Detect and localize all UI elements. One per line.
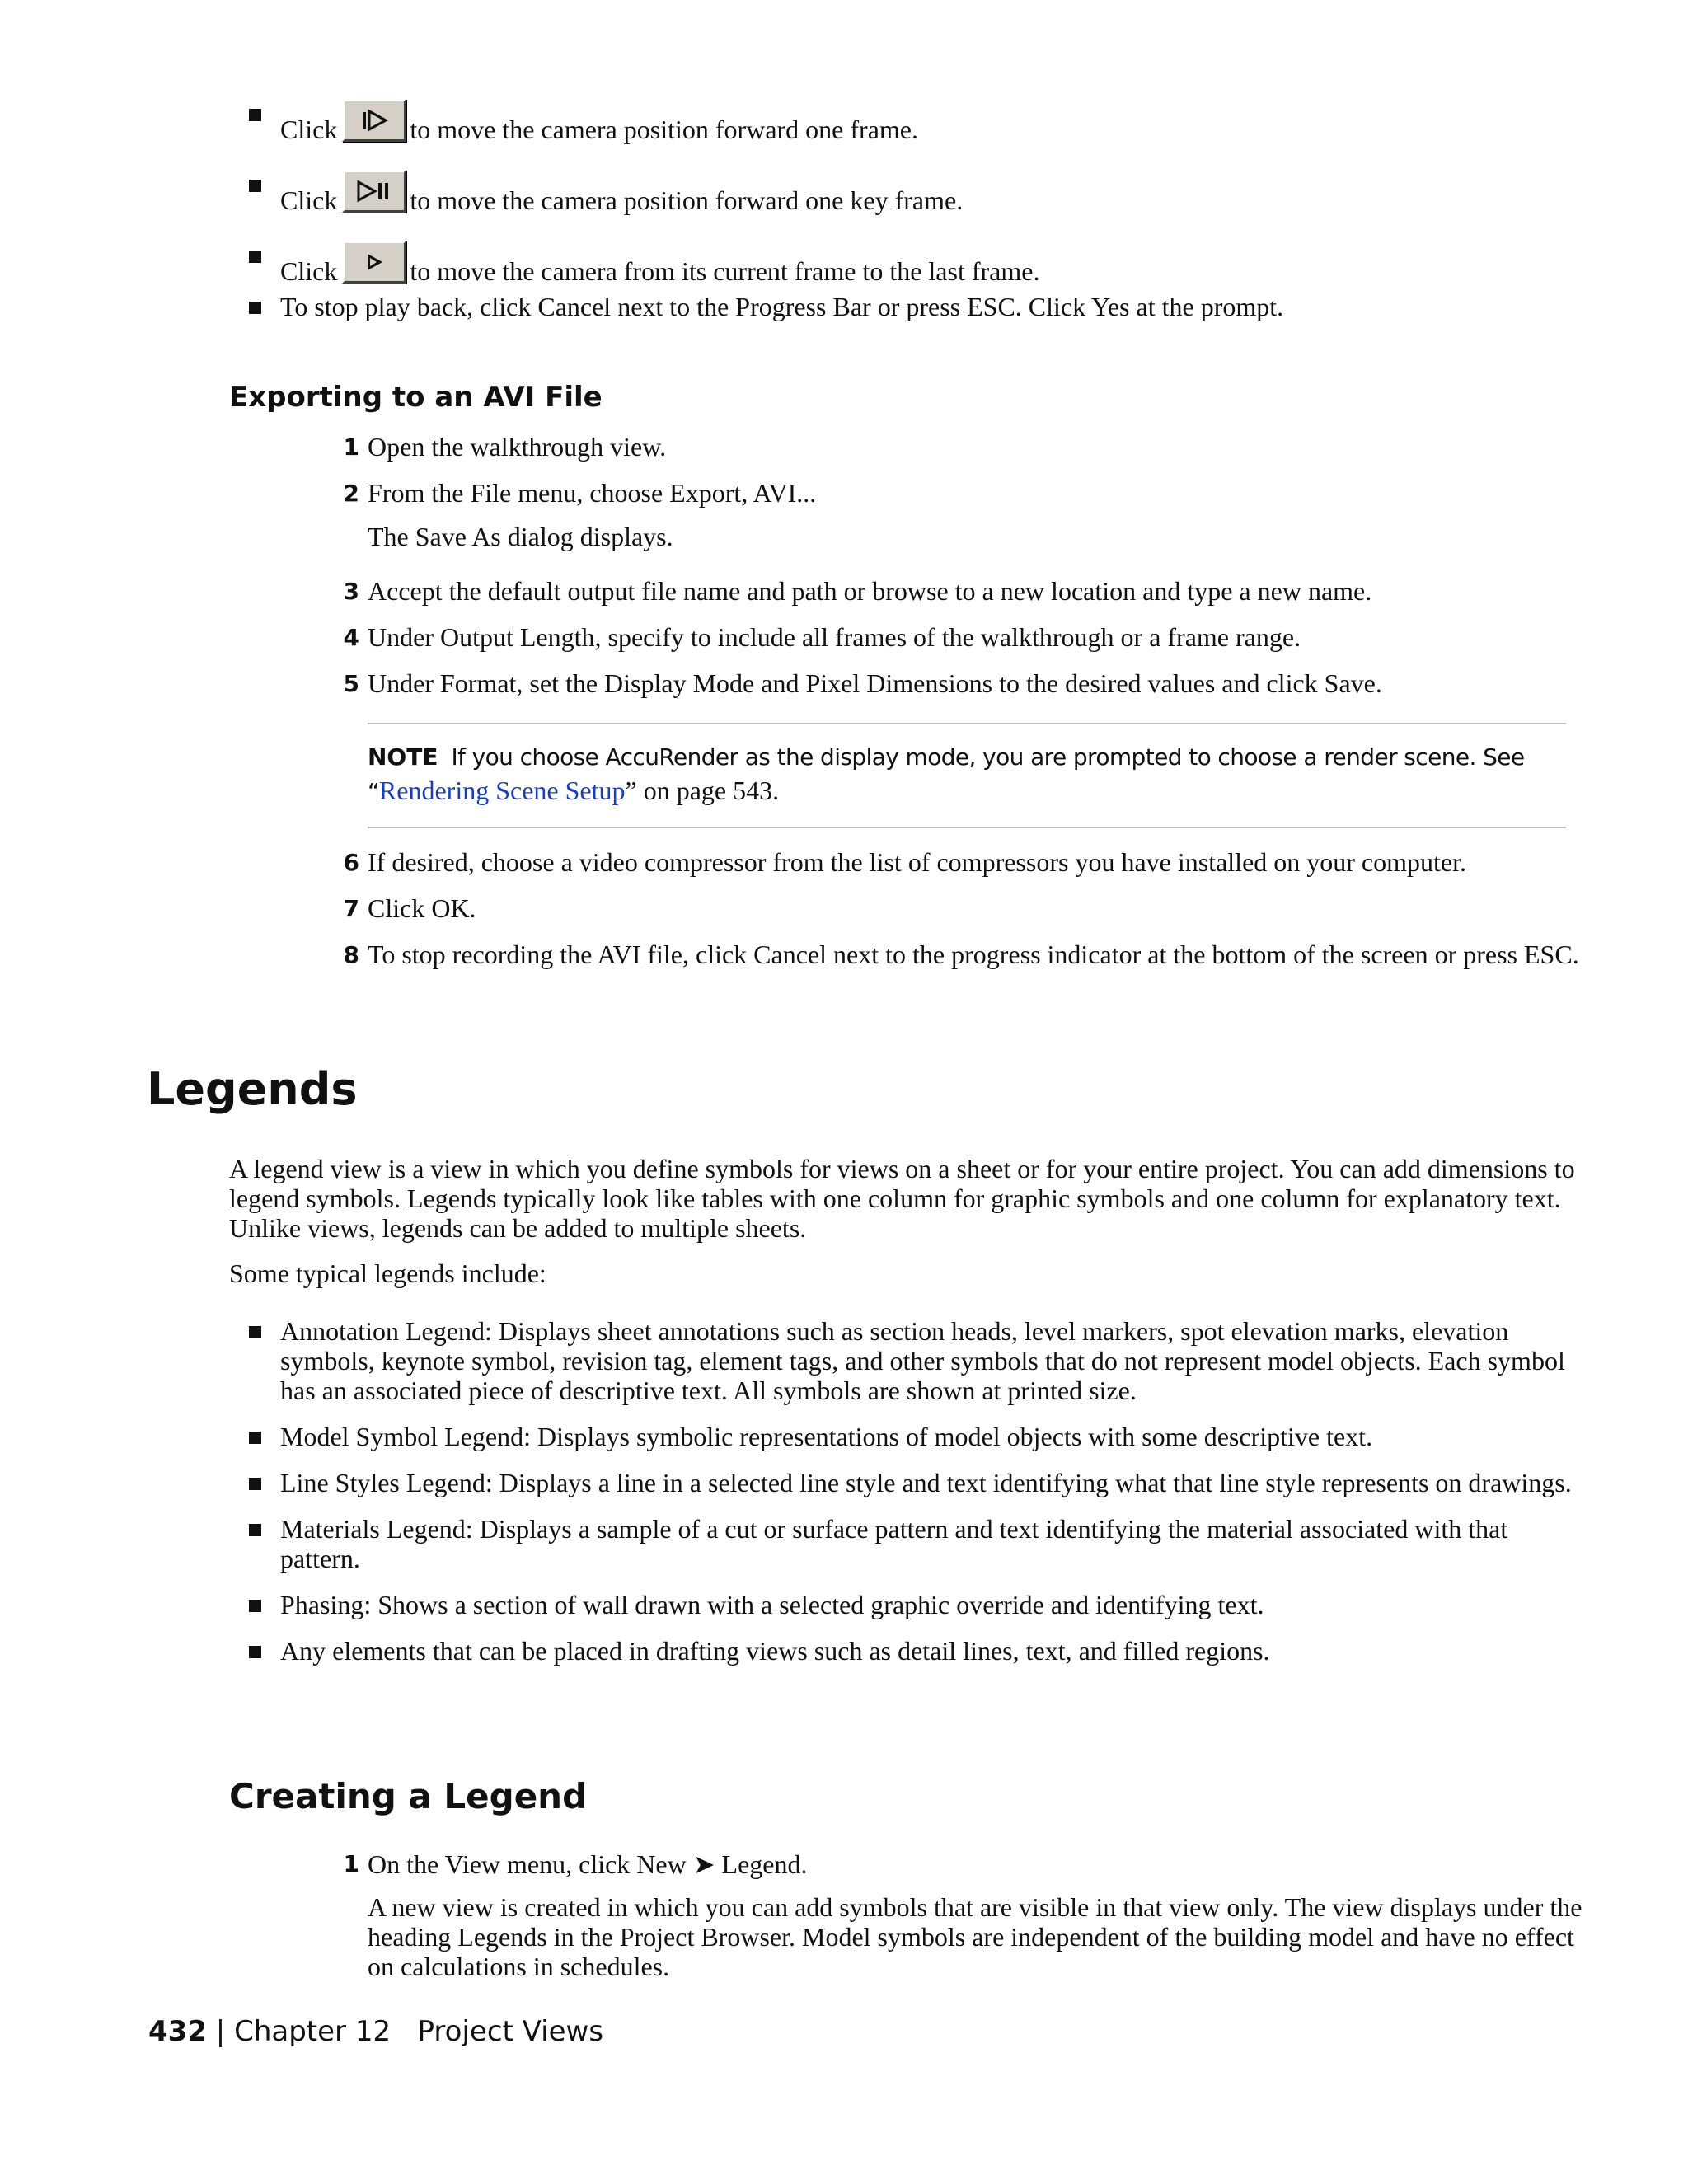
- step-item: [338, 622, 1591, 653]
- note-label: NOTE: [368, 743, 438, 771]
- step-item: [338, 893, 1591, 924]
- page-title-legends: Legends: [147, 1063, 358, 1115]
- bullet-prefix: Click: [280, 115, 338, 144]
- bullet-prefix: Click: [280, 185, 338, 215]
- note-text: If you choose AccuRender as the display mode, you are prompted to choose a render scene. See “: [368, 743, 1525, 805]
- rendering-scene-setup-link[interactable]: Rendering Scene Setup: [378, 776, 626, 805]
- nav-bullet-3: [249, 241, 1584, 284]
- typical-legends-intro: Some typical legends include:: [229, 1258, 546, 1288]
- step-number: 3: [343, 578, 359, 605]
- step-item: [338, 478, 1591, 509]
- nav-bullet-list: [249, 99, 1584, 322]
- nav-bullet-1: [249, 99, 1584, 142]
- step-text: Open the walkthrough view.: [368, 432, 667, 462]
- bullet-text: to move the camera from its current frame to the last frame.: [410, 256, 1040, 286]
- footer-separator: |: [215, 2015, 226, 2048]
- step-number: 7: [343, 895, 359, 922]
- step-number: 1: [343, 434, 359, 461]
- legend-type-phasing: Phasing: Shows a section of wall drawn with a selected graphic override and identifying text.: [249, 1590, 1584, 1619]
- step-text: Accept the default output file name and path or browse to a new location and type a new name.: [368, 576, 1372, 606]
- footer-chapter: Chapter 12: [234, 2015, 392, 2048]
- legends-intro-paragraph: A legend view is a view in which you define symbols for views on a sheet or for your entire project. You can add dimensions to legend symbols. Legends typically look like tables with one column for graphic symbols and one column for explanatory text. Unlike views, legends can be added to multiple sheets.: [229, 1154, 1575, 1243]
- next-key-frame-icon[interactable]: [342, 170, 406, 213]
- step-item: [338, 576, 1591, 607]
- legend-types-list: [249, 1316, 1584, 1666]
- legend-type-line-styles: Line Styles Legend: Displays a line in a selected line style and text identifying what that line style represents on drawings.: [249, 1468, 1584, 1497]
- step-text: Under Output Length, specify to include all frames of the walkthrough or a frame range.: [368, 622, 1301, 652]
- export-steps-list-continued: [338, 847, 1591, 970]
- step-number: 2: [343, 480, 359, 507]
- step-item: [338, 668, 1591, 699]
- bullet-text: to move the camera position forward one frame.: [410, 115, 918, 144]
- step-number: 5: [343, 670, 359, 697]
- bullet-text: To stop play back, click Cancel next to the Progress Bar or press ESC. Click Yes at the prompt.: [280, 292, 1284, 321]
- section-heading-creating-legend: Creating a Legend: [229, 1776, 588, 1816]
- step-text: If desired, choose a video compressor from the list of compressors you have installed on your computer.: [368, 847, 1466, 877]
- step-item: [338, 1849, 1591, 1879]
- note-box: [368, 723, 1566, 828]
- step-subtext: A new view is created in which you can add symbols that are visible in that view only. The view displays under the heading Legends in the Project Browser. Model symbols are independent of the building model and have no effect on calculations in schedules.: [368, 1892, 1582, 1981]
- step-text: To stop recording the AVI file, click Cancel next to the progress indicator at the bottom of the screen or press ESC.: [368, 940, 1579, 969]
- export-steps-list: [338, 432, 1591, 699]
- legend-type-annotation: Annotation Legend: Displays sheet annotations such as section heads, level markers, spot elevation marks, elevation symbols, keynote symbol, revision tag, element tags, and other symbols that do not represent model objects. Each symbol has an associated piece of descriptive text. All symbols are shown at printed size.: [249, 1316, 1584, 1405]
- page-number: 432: [148, 2015, 207, 2048]
- step-text: From the File menu, choose Export, AVI...: [368, 478, 817, 508]
- bullet-text: to move the camera position forward one key frame.: [410, 185, 964, 215]
- step-number: 8: [343, 941, 359, 968]
- step-item: [338, 432, 1591, 462]
- nav-bullet-4: [249, 292, 1584, 322]
- play-icon[interactable]: [342, 241, 406, 284]
- footer-title: Project Views: [417, 2015, 604, 2048]
- step-number: 4: [343, 624, 359, 651]
- step-forward-icon[interactable]: [342, 99, 406, 142]
- page-footer: [148, 2015, 603, 2048]
- legend-type-model-symbol: Model Symbol Legend: Displays symbolic representations of model objects with some descriptive text.: [249, 1422, 1584, 1451]
- legend-type-drafting-elements: Any elements that can be placed in drafting views such as detail lines, text, and filled regions.: [249, 1636, 1584, 1666]
- step-text: Under Format, set the Display Mode and Pixel Dimensions to the desired values and click Save.: [368, 668, 1382, 698]
- step-item: [338, 847, 1591, 878]
- bullet-prefix: Click: [280, 256, 338, 286]
- step-number: 6: [343, 849, 359, 876]
- note-page-ref: ” on page 543.: [625, 776, 780, 805]
- section-heading-export: Exporting to an AVI File: [229, 381, 603, 414]
- step-item: [338, 940, 1591, 970]
- step-text: On the View menu, click New ➤ Legend.: [368, 1849, 808, 1879]
- step-text: Click OK.: [368, 893, 476, 923]
- creating-steps-list: [338, 1849, 1591, 1981]
- step-subtext: The Save As dialog displays.: [368, 522, 673, 551]
- step-number: 1: [343, 1850, 359, 1877]
- legend-type-materials: Materials Legend: Displays a sample of a cut or surface pattern and text identifying the material associated with that pattern.: [249, 1514, 1584, 1573]
- nav-bullet-2: [249, 170, 1584, 213]
